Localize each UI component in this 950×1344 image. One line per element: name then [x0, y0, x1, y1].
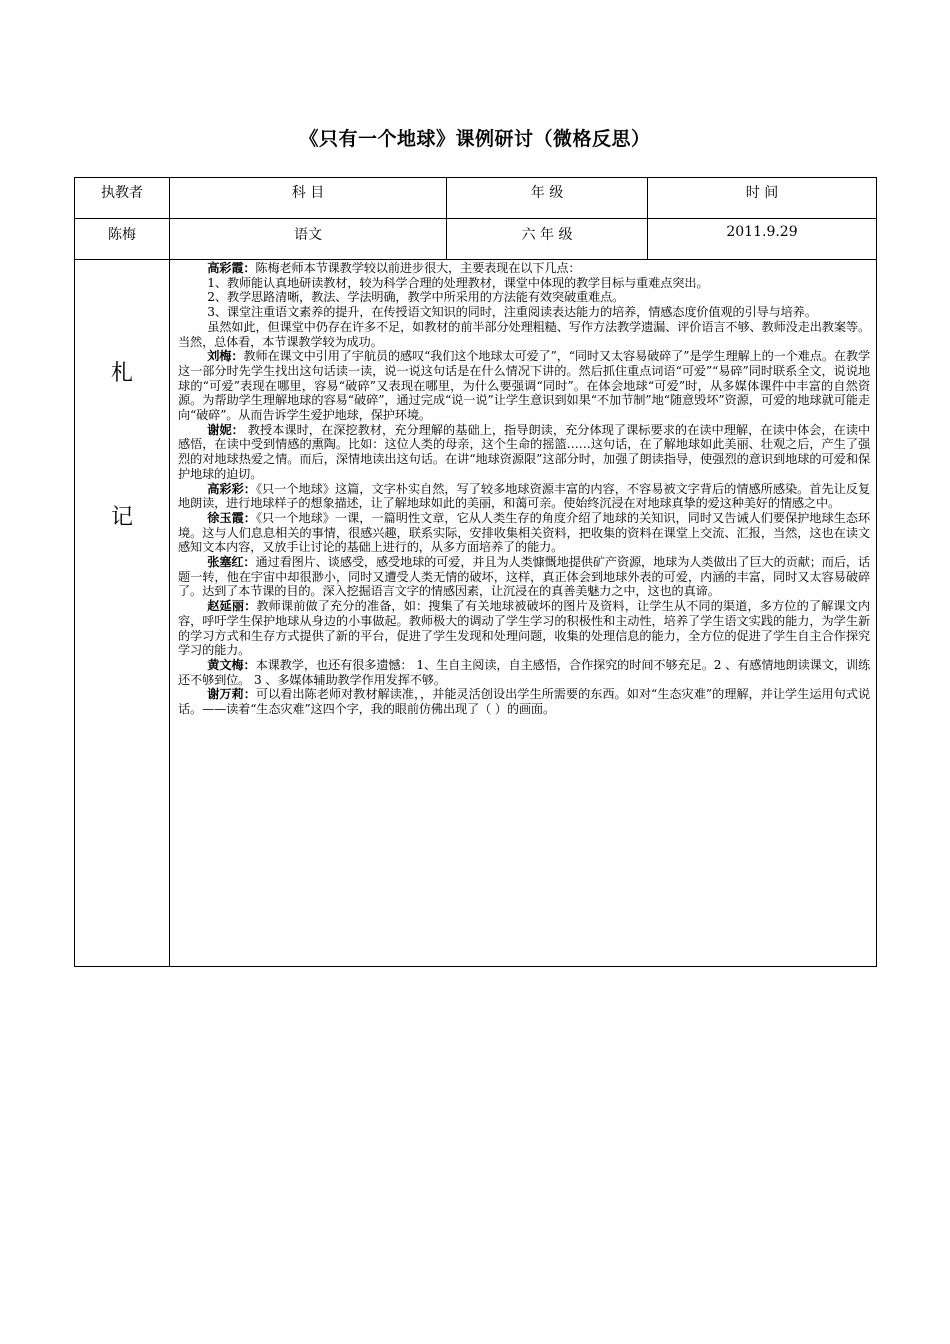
note-speaker: 刘梅： — [207, 349, 244, 364]
value-time: 2011.9.29 — [648, 219, 877, 260]
note-paragraph — [178, 290, 870, 305]
note-paragraph — [178, 482, 870, 511]
note-paragraph — [178, 599, 870, 658]
note-paragraph — [178, 687, 870, 716]
note-text: 3、课堂注重语文素养的提升，在传授语文知识的同时，注重阅读表达能力的培养，情感态度价值观的引导与培养。 — [207, 305, 817, 320]
note-paragraph — [178, 423, 870, 482]
note-paragraph — [178, 305, 870, 320]
note-speaker: 高彩霞： — [207, 261, 256, 275]
note-speaker: 徐玉霞： — [207, 510, 256, 525]
note-speaker: 高彩彩： — [207, 481, 256, 496]
notes-label-char-1: 札 — [110, 361, 133, 386]
note-speaker: 黄文梅： — [207, 657, 256, 672]
note-text: 教师在课文中引用了宇航员的感叹“我们这个地球太可爱了”，“同时又太容易破碎了”是学生理解上的一个难点。在教学这一部分时先学生找出这句话读一读，说一说这句话是在什么情况下讲的。然后抓住重点词语“可爱”“易碎”同时联系全文，说说地球的“可爱”表现在哪里，容易“破碎”又表现在哪里，为什么要强调“同时”。在体会地球“可爱”时，从多媒体课件中丰富的自然资源。为帮助学生理解地球的容易“破碎”，通过完成“说一说”让学生意识到如果“不加节制”地“随意毁坏”资源，可爱的地球就可能走向“破碎”。从而告诉学生爱护地球，保护环境。 — [178, 349, 870, 423]
note-paragraph — [178, 261, 870, 276]
note-paragraph — [178, 658, 870, 687]
value-teacher: 陈梅 — [75, 219, 170, 260]
header-subject: 科 目 — [170, 178, 447, 219]
value-grade: 六 年 级 — [447, 219, 648, 260]
lesson-table — [74, 177, 877, 967]
note-text: 教授本课时，在深挖教材，充分理解的基础上，指导朗读，充分体现了课标要求的在读中理解，在读中体会，在读中感悟，在读中受到情感的熏陶。比如：这位人类的母亲，这个生命的摇篮……这句话，在了解地球如此美丽、壮观之后，产生了强烈的对地球热爱之情。而后，深情地读出这句话。在讲“地球资源限”这部分时，加强了朗读指导，使强烈的意识到地球的可爱和保护地球的迫切。 — [178, 422, 870, 481]
note-paragraph — [178, 555, 870, 599]
note-text: 《只一个地球》一课，一篇明性文章，它从人类生存的角度介绍了地球的关知识，同时又告诫人们要保护地球生态环境。这与人们息息相关的事情，很感兴趣，联系实际，安排收集相关资料，把收集的资料在课堂上交流、汇报，当然，这也在读文感知文本内容，又放手让讨论的基础上进行的，从多方面培养了的能力。 — [178, 510, 870, 555]
note-speaker: 谢万莉： — [207, 687, 256, 702]
notes-cell — [170, 260, 877, 967]
header-teacher: 执教者 — [75, 178, 170, 219]
note-text: 《只一个地球》这篇，文字朴实自然，写了较多地球资源丰富的内容，不容易被文字背后的情感所感染。首先让反复地朗读，进行地球样子的想象描述，让了解地球如此的美丽，和蔼可亲。使始终沉浸在对地球真挚的爱这种美好的情感之中。 — [178, 481, 870, 511]
header-time: 时 间 — [648, 178, 877, 219]
note-text: 1、教师能认真地研读教材，较为科学合理的处理教材，课堂中体现的教学目标与重难点突出。 — [207, 275, 709, 290]
value-subject: 语文 — [170, 219, 447, 260]
note-text: 陈梅老师本节课教学较以前进步很大，主要表现在以下几点： — [255, 261, 581, 275]
note-paragraph — [178, 349, 870, 423]
note-paragraph — [178, 320, 870, 349]
notes-label-cell — [75, 260, 170, 967]
note-text: 2、教学思路清晰，教法、学法明确，教学中所采用的方法能有效突破重难点。 — [207, 290, 625, 305]
note-text: 本课教学，也还有很多遗憾： 1、生自主阅读，自主感悟，合作探究的时间不够充足。2 、有感情地朗读课文，训练还不够到位。 3 、多媒体辅助教学作用发挥不够。 — [178, 657, 870, 687]
notes-body — [170, 260, 876, 717]
note-speaker: 张塞红： — [207, 555, 256, 570]
note-text: 教师课前做了充分的准备，如：搜集了有关地球被破坏的图片及资料，让学生从不同的渠道，多方位的了解课文内容，呼吁学生保护地球从身边的小事做起。教师极大的调动了学生学习的积极性和主动性，培养了学生语文实践的能力，为学生新的学习方式和生存方式提供了新的平台，促进了学生发现和处理问题，收集的处理信息的能力，全方位的促进了学生自主合作探究学习的能力。 — [178, 599, 870, 658]
note-text: 通过看图片、谈感受，感受地球的可爱，并且为人类慷慨地提供矿产资源，地球为人类做出了巨大的贡献；而后，话题一转，他在宇宙中却很渺小，同时又遭受人类无情的破坏，这样，真正体会到地球外表的可爱，内涵的丰富，同时又太容易破碎了。达到了本节课的目的。深入挖掘语言文字的情感因素，让沉浸在的真善美魅力之中，这也的真谛。 — [178, 555, 870, 599]
note-text: 虽然如此，但课堂中仍存在许多不足，如教材的前半部分处理粗糙、写作方法教学遗漏、评价语言不够、教师没走出教案等。当然，总体看，本节课教学较为成功。 — [178, 319, 870, 349]
notes-label-char-2: 记 — [110, 505, 133, 530]
note-text: 可以看出陈老师对教材解读准，，并能灵活创设出学生所需要的东西。如对“生态灾难”的理解，并让学生运用句式说话。——读着“生态灾难”这四个字，我的眼前仿佛出现了（ ）的画面。 — [178, 687, 870, 717]
note-paragraph — [178, 276, 870, 291]
note-speaker: 赵延丽： — [207, 599, 257, 614]
note-speaker: 谢妮： — [207, 422, 244, 437]
header-grade: 年 级 — [447, 178, 648, 219]
page-title: 《只有一个地球》课例研讨（微格反思） — [299, 128, 651, 150]
note-paragraph — [178, 511, 870, 555]
